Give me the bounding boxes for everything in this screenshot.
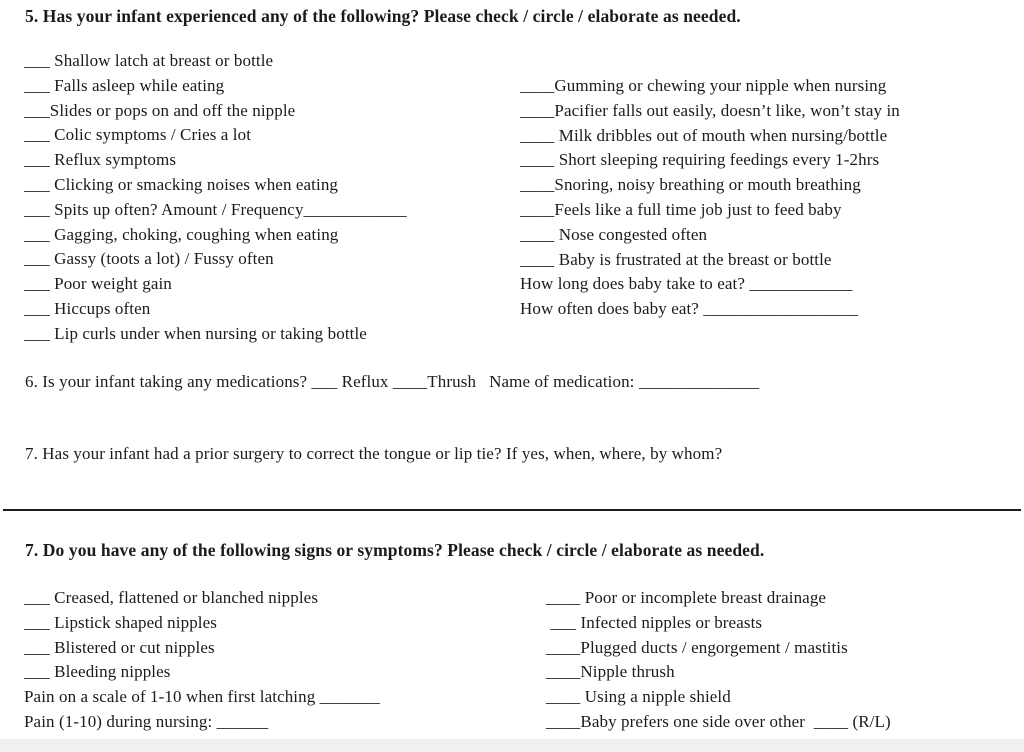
- fill-in-question: Pain (1-10) during nursing: ______: [24, 711, 269, 731]
- checklist-item: ___Slides or pops on and off the nipple: [24, 100, 296, 120]
- question7-surgery: 7. Has your infant had a prior surgery to correct the tongue or lip tie? If yes, when, where, by whom?: [25, 444, 723, 463]
- checklist-item: ___ Infected nipples or breasts: [546, 612, 763, 632]
- page-edge-strip: [0, 739, 1024, 752]
- section5-right-column: [520, 74, 900, 322]
- section5-left-column: [24, 49, 407, 347]
- checklist-item: ___ Poor weight gain: [24, 274, 172, 294]
- checklist-item: ___ Spits up often? Amount / Frequency____________: [24, 199, 407, 219]
- checklist-item: ___ Hiccups often: [24, 298, 151, 318]
- checklist-item: ____Baby prefers one side over other ____ (R/L): [546, 711, 891, 731]
- checklist-item: ___ Shallow latch at breast or bottle: [24, 51, 274, 70]
- checklist-item: ____Nipple thrush: [546, 662, 675, 682]
- checklist-item: ___ Falls asleep while eating: [24, 75, 225, 95]
- checklist-item: ____Plugged ducts / engorgement / mastitis: [546, 637, 848, 657]
- answer-blank-line: [3, 509, 1021, 511]
- checklist-item: ___ Creased, flattened or blanched nipples: [24, 588, 319, 607]
- checklist-item: ____ Milk dribbles out of mouth when nursing/bottle: [520, 125, 888, 145]
- section7-heading: 7. Do you have any of the following signs or symptoms? Please check / circle / elaborate as needed.: [25, 540, 765, 560]
- checklist-item: ____Snoring, noisy breathing or mouth breathing: [520, 175, 861, 195]
- section7-right-column: [546, 586, 891, 735]
- checklist-item: ___ Reflux symptoms: [24, 150, 177, 170]
- checklist-item: ____Pacifier falls out easily, doesn’t like, won’t stay in: [520, 100, 900, 120]
- section5-heading: 5. Has your infant experienced any of the following? Please check / circle / elaborate as needed.: [25, 6, 741, 26]
- checklist-item: ___ Lipstick shaped nipples: [24, 612, 217, 632]
- section7-left-column: [24, 586, 380, 735]
- checklist-item: ___ Lip curls under when nursing or taking bottle: [24, 323, 367, 343]
- fill-in-question: Pain on a scale of 1-10 when first latching _______: [24, 687, 380, 707]
- checklist-item: ____Gumming or chewing your nipple when nursing: [520, 76, 887, 95]
- checklist-item: ___ Bleeding nipples: [24, 662, 171, 682]
- checklist-item: ___ Colic symptoms / Cries a lot: [24, 125, 252, 145]
- checklist-item: ___ Gagging, choking, coughing when eating: [24, 224, 339, 244]
- checklist-item: ____ Nose congested often: [520, 224, 708, 244]
- checklist-item: ____ Baby is frustrated at the breast or bottle: [520, 249, 832, 269]
- checklist-item: ___ Gassy (toots a lot) / Fussy often: [24, 249, 274, 269]
- checklist-item: ____ Poor or incomplete breast drainage: [546, 588, 827, 607]
- checklist-item: ___ Clicking or smacking noises when eating: [24, 174, 339, 194]
- fill-in-question: How often does baby eat? __________________: [520, 299, 859, 319]
- fill-in-question: How long does baby take to eat? ____________: [520, 274, 853, 294]
- question6: 6. Is your infant taking any medications? ___ Reflux ____Thrush Name of medication: ______________: [25, 372, 760, 391]
- checklist-item: ____Feels like a full time job just to feed baby: [520, 199, 842, 219]
- checklist-item: ___ Blistered or cut nipples: [24, 637, 215, 657]
- checklist-item: ____ Using a nipple shield: [546, 687, 731, 707]
- checklist-item: ____ Short sleeping requiring feedings every 1-2hrs: [520, 150, 880, 170]
